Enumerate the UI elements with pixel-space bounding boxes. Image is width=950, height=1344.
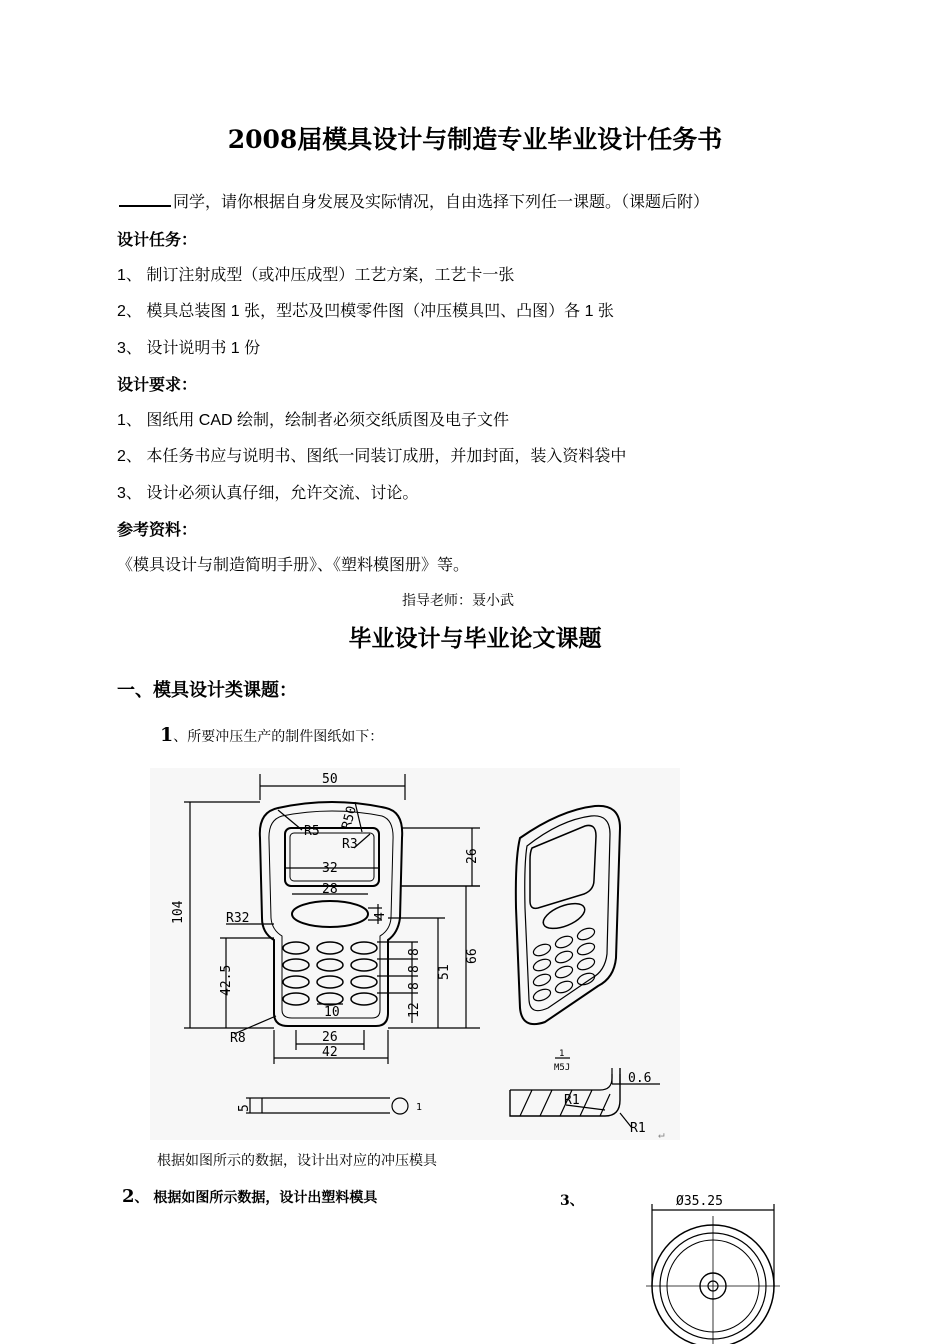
name-blank bbox=[119, 191, 171, 207]
stamping-part-drawing bbox=[150, 768, 680, 1140]
radius-r1-a: R1 bbox=[564, 1093, 580, 1108]
radius-r1-b: R1 bbox=[630, 1121, 646, 1136]
topic-3-text: 、 bbox=[569, 1193, 584, 1209]
radius-r8: R8 bbox=[230, 1031, 246, 1046]
topic-1-number: 1 bbox=[160, 724, 174, 746]
dim-104: 104 bbox=[171, 900, 186, 924]
requirement-item-1: 1、 图纸用 CAD 绘制，绘制者必须交纸质图及电子文件 bbox=[117, 412, 510, 429]
intro-line bbox=[119, 189, 709, 212]
category-heading: 一、模具设计类课题： bbox=[117, 680, 297, 700]
document-title: 2008届模具设计与制造专业毕业设计任务书 bbox=[227, 125, 723, 154]
dim-26-right: 26 bbox=[465, 848, 480, 864]
dim-12: 12 bbox=[407, 1002, 422, 1018]
dim-66: 66 bbox=[465, 948, 480, 964]
dim-10: 10 bbox=[324, 1005, 340, 1020]
task-item-3: 3、 设计说明书 1 份 bbox=[117, 340, 261, 357]
radius-r50: R50 bbox=[339, 804, 360, 832]
topic-1-line bbox=[160, 724, 383, 746]
topic-2-line bbox=[122, 1186, 377, 1207]
topic-3-number: 3 bbox=[560, 1193, 570, 1209]
radius-r5: R5 bbox=[304, 824, 320, 839]
section-mark-number: 1 bbox=[559, 1049, 565, 1059]
return-mark: ↵ bbox=[658, 1128, 665, 1140]
references-heading: 参考资料： bbox=[117, 522, 198, 539]
topic-3-line bbox=[560, 1190, 584, 1210]
advisor-line: 指导老师：聂小武 bbox=[402, 593, 514, 609]
task-item-2: 2、 模具总装图 1 张，型芯及凹模零件图（冲压模具凹、凸图）各 1 张 bbox=[117, 303, 614, 320]
radius-r3: R3 bbox=[342, 837, 358, 852]
requirement-item-3: 3、 设计必须认真仔细，允许交流、讨论。 bbox=[117, 485, 419, 502]
dim-50: 50 bbox=[322, 772, 338, 787]
radius-r32: R32 bbox=[226, 911, 250, 926]
diameter-label: Ø35.25 bbox=[676, 1194, 723, 1209]
section-title: 毕业设计与毕业论文课题 bbox=[348, 625, 602, 652]
task-item-1: 1、 制订注射成型（或冲压成型）工艺方案，工艺卡一张 bbox=[117, 267, 515, 284]
dim-42: 42 bbox=[322, 1045, 338, 1060]
section-mark-label: M5J bbox=[554, 1063, 571, 1073]
topic-2-text: 、 根据如图所示数据，设计出塑料模具 bbox=[134, 1190, 378, 1206]
dim-51: 51 bbox=[437, 964, 452, 980]
dim-0-6: 0.6 bbox=[628, 1071, 652, 1086]
dim-28: 28 bbox=[322, 882, 338, 897]
side-view-mark: 1 bbox=[416, 1102, 423, 1113]
dim-5: 5 bbox=[237, 1104, 252, 1112]
dim-8-b: 8 bbox=[407, 965, 422, 973]
requirements-heading: 设计要求： bbox=[117, 377, 198, 394]
dim-32: 32 bbox=[322, 861, 338, 876]
topic-1-text: 、所要冲压生产的制件图纸如下： bbox=[173, 729, 384, 745]
dim-8-c: 8 bbox=[407, 982, 422, 990]
dim-26-bottom: 26 bbox=[322, 1030, 338, 1045]
dim-42-5: 42.5 bbox=[219, 964, 234, 996]
topic-1-caption: 根据如图所示的数据，设计出对应的冲压模具 bbox=[157, 1153, 437, 1169]
tasks-heading: 设计任务： bbox=[117, 232, 198, 249]
dim-8-a: 8 bbox=[407, 948, 422, 956]
topic-2-number: 2 bbox=[122, 1186, 135, 1207]
requirement-item-2: 2、 本任务书应与说明书、图纸一同装订成册，并加封面，装入资料袋中 bbox=[117, 448, 627, 465]
references-text: 《模具设计与制造简明手册》、《塑料模图册》等。 bbox=[117, 557, 470, 574]
dim-4: 4 bbox=[373, 912, 388, 920]
round-part-drawing bbox=[630, 1186, 800, 1344]
intro-text: 同学，请你根据自身发展及实际情况，自由选择下列任一课题。（课题后附） bbox=[173, 194, 710, 211]
